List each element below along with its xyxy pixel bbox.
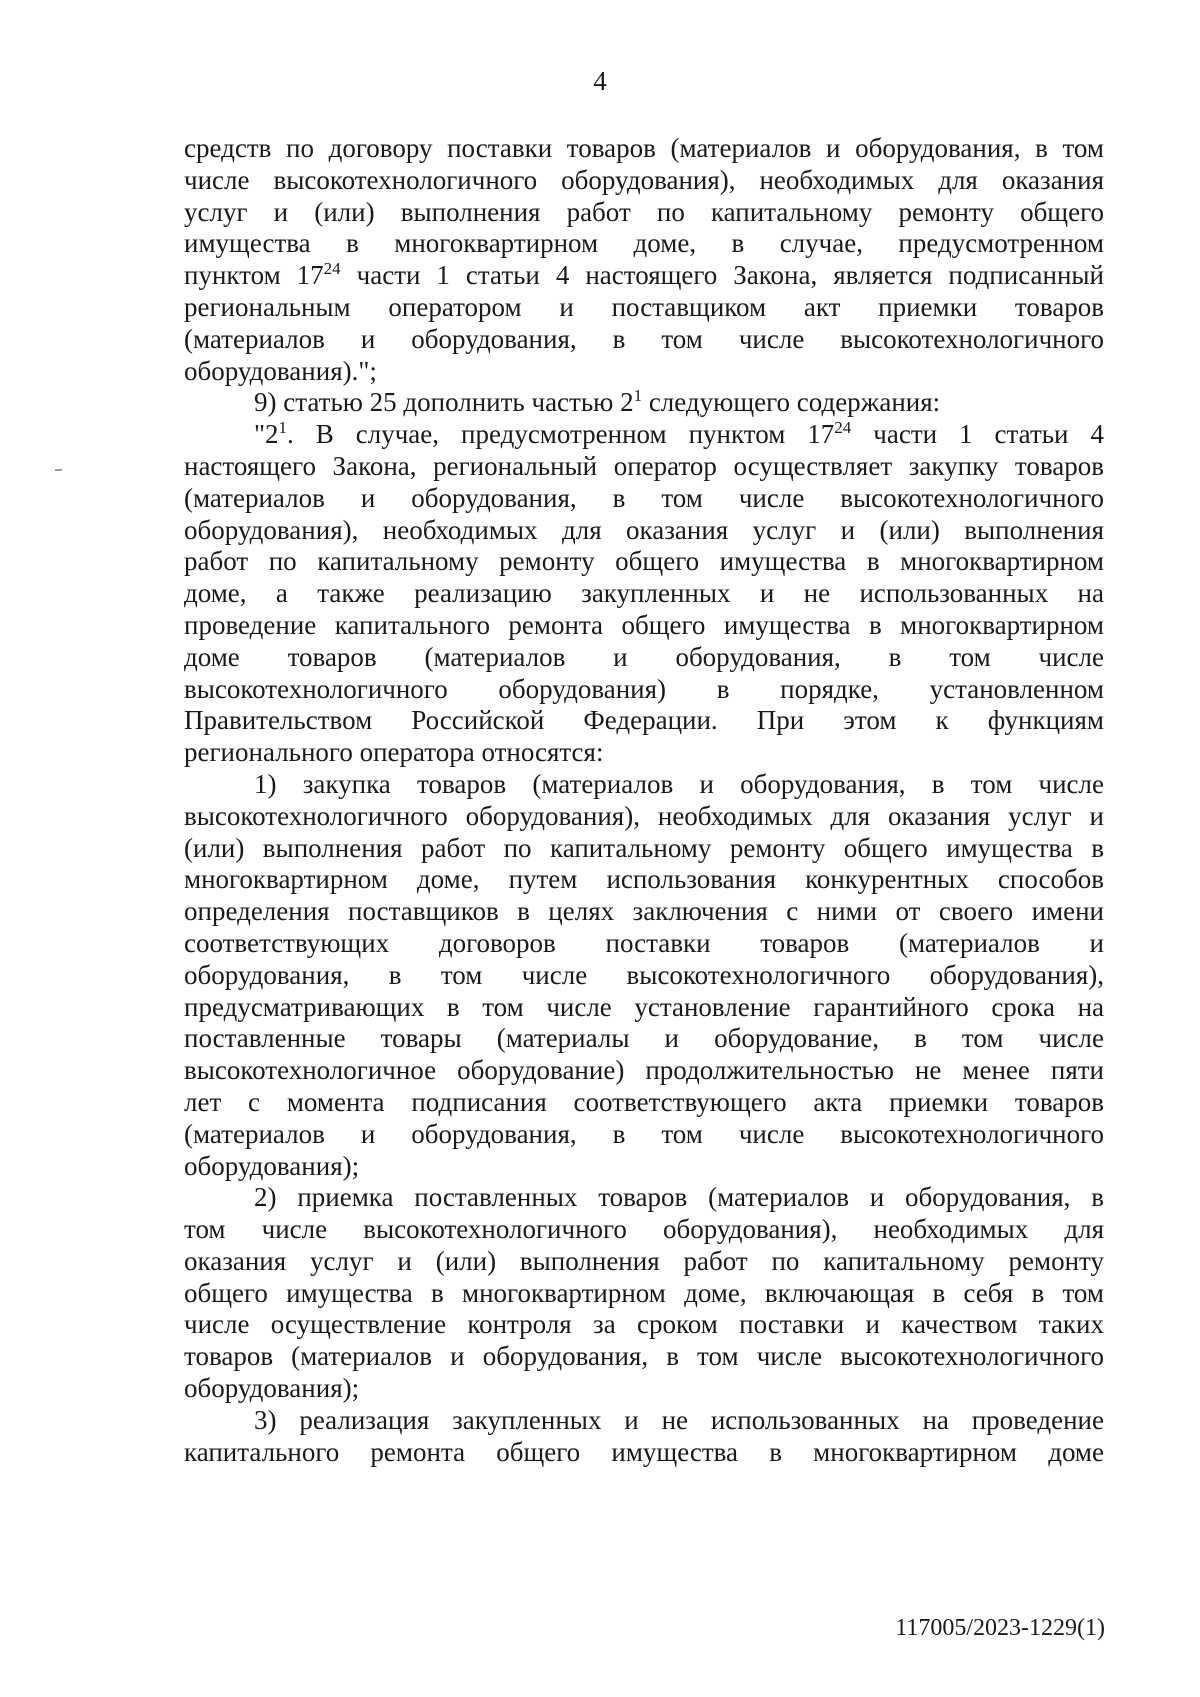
new-part-line-9: высокотехнологичного оборудования) в порядке, установленном xyxy=(184,673,1104,704)
function-2-line-4: общего имущества в многоквартирном доме, включающая в себя в том xyxy=(184,1277,1104,1308)
function-1-line-3: (или) выполнения работ по капитальному ремонту общего имущества в xyxy=(184,832,1104,863)
new-part-line-7: проведение капитального ремонта общего имущества в многоквартирном xyxy=(184,609,1104,640)
paragraph-continuation-line-2: числе высокотехнологичного оборудования), необходимых для оказания xyxy=(184,164,1104,195)
new-part-line-3: (материалов и оборудования, в том числе высокотехнологичного xyxy=(184,482,1104,513)
superscript: 1 xyxy=(278,418,288,438)
text-fragment: 9) статью 25 дополнить частью 2 xyxy=(254,387,634,418)
new-part-line-11: регионального оператора относятся: xyxy=(184,737,604,768)
new-part-line-8: доме товаров (материалов и оборудования, в том числе xyxy=(184,641,1104,672)
function-1-line-1: 1) закупка товаров (материалов и оборудования, в том числе xyxy=(254,768,1104,799)
function-3-line-2: капитального ремонта общего имущества в многоквартирном доме xyxy=(184,1436,1104,1467)
paragraph-continuation-line-3: услуг и (или) выполнения работ по капитальному ремонту общего xyxy=(184,196,1104,227)
function-1-line-8: предусматривающих в том числе установление гарантийного срока на xyxy=(184,991,1104,1022)
function-1-line-5: определения поставщиков в целях заключения с ними от своего имени xyxy=(184,896,1104,927)
text-fragment: следующего содержания: xyxy=(642,387,941,418)
new-part-line-4: оборудования), необходимых для оказания услуг и (или) выполнения xyxy=(184,514,1104,545)
page-number: 4 xyxy=(593,66,607,96)
function-1-line-6: соответствующих договоров поставки товаров (материалов и xyxy=(184,927,1104,958)
function-2-line-2: том числе высокотехнологичного оборудования), необходимых для xyxy=(184,1214,1104,1245)
paragraph-continuation-line-7: (материалов и оборудования, в том числе высокотехнологичного xyxy=(184,323,1104,354)
function-1-line-7: оборудования, в том числе высокотехнологичного оборудования), xyxy=(184,959,1104,990)
new-part-line-5: работ по капитальному ремонту общего имущества в многоквартирном xyxy=(184,546,1104,577)
document-body xyxy=(184,133,1104,1468)
superscript: 24 xyxy=(834,418,852,438)
paragraph-continuation-line-8: оборудования)."; xyxy=(184,355,377,386)
paragraph-continuation-line-1: средств по договору поставки товаров (материалов и оборудования, в том xyxy=(184,133,1104,163)
function-1-line-13: оборудования); xyxy=(184,1150,360,1181)
new-part-line-2: настоящего Закона, региональный оператор осуществляет закупку товаров xyxy=(184,450,1104,481)
function-1-line-4: многоквартирном доме, путем использования конкурентных способов xyxy=(184,864,1104,895)
function-2-line-1: 2) приемка поставленных товаров (материалов и оборудования, в xyxy=(254,1182,1104,1213)
new-part-line-6: доме, а также реализацию закупленных и не использованных на xyxy=(184,578,1104,609)
scan-mark xyxy=(55,469,62,471)
function-1-line-2: высокотехнологичного оборудования), необходимых для оказания услуг и xyxy=(184,800,1104,831)
function-2-line-6: товаров (материалов и оборудования, в том числе высокотехнологичного xyxy=(184,1341,1104,1372)
function-2-line-7: оборудования); xyxy=(184,1373,360,1404)
document-id: 117005/2023-1229(1) xyxy=(895,1615,1105,1641)
function-1-line-10: высокотехнологичное оборудование) продолжительностью не менее пяти xyxy=(184,1055,1104,1086)
text-fragment: пунктом 17 xyxy=(184,260,324,291)
text-fragment: части 1 статьи 4 настоящего Закона, является подписанный xyxy=(340,260,1104,291)
superscript: 24 xyxy=(323,259,341,279)
function-1-line-9: поставленные товары (материалы и оборудование, в том числе xyxy=(184,1023,1104,1054)
function-2-line-3: оказания услуг и (или) выполнения работ по капитальному ремонту xyxy=(184,1245,1104,1276)
text-fragment: . В случае, предусмотренном пунктом 17 xyxy=(287,419,835,450)
new-part-line-1 xyxy=(184,419,1104,451)
function-1-line-12: (материалов и оборудования, в том числе высокотехнологичного xyxy=(184,1118,1104,1149)
function-2-line-5: числе осуществление контроля за сроком поставки и качеством таких xyxy=(184,1309,1104,1340)
text-fragment: части 1 статьи 4 xyxy=(851,419,1104,450)
paragraph-continuation-line-6: региональным оператором и поставщиком акт приемки товаров xyxy=(184,291,1104,322)
paragraph-continuation-line-5 xyxy=(184,260,1104,292)
paragraph-continuation-line-4: имущества в многоквартирном доме, в случае, предусмотренном xyxy=(184,228,1104,259)
amendment-item-9 xyxy=(184,387,1104,419)
text-fragment: "2 xyxy=(254,419,279,450)
superscript: 1 xyxy=(633,386,643,406)
function-3-line-1: 3) реализация закупленных и не использованных на проведение xyxy=(254,1404,1104,1435)
new-part-line-10: Правительством Российской Федерации. При этом к функциям xyxy=(184,705,1104,736)
function-1-line-11: лет с момента подписания соответствующего акта приемки товаров xyxy=(184,1086,1104,1117)
